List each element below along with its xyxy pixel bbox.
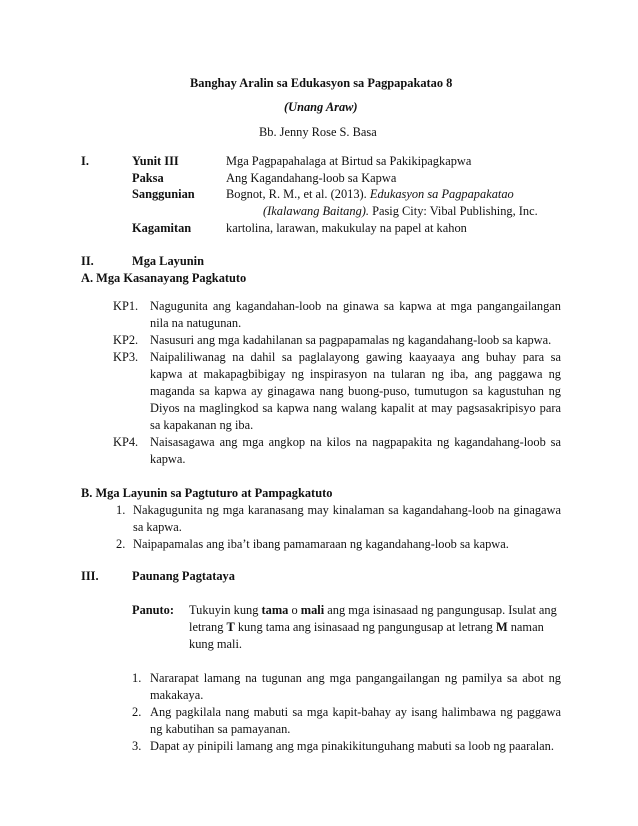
- item-2-line-1: Ang pagkilala nang mabuti sa mga kapit-bahay ay isang halimbawa ng paggawa: [150, 705, 561, 719]
- section-1-numeral: I.: [81, 154, 89, 168]
- item-3-line-1: Dapat ay pinipili lamang ang mga pinakikitunguhang mabuti sa loob ng paaralan.: [150, 739, 554, 753]
- sanggunian-value: [226, 186, 514, 202]
- panuto-letter-t: T: [226, 620, 235, 634]
- item-1-line-1: Nararapat lamang na tugunan ang mga pangangailangan ng pamilya sa abot ng: [150, 671, 561, 685]
- kp2-code: KP2.: [113, 333, 139, 347]
- panuto-text: Tukuyin kung: [189, 603, 262, 617]
- kp4-line-2: kapwa.: [150, 452, 186, 466]
- section-3-numeral: III.: [81, 569, 99, 583]
- kp3-line-3: maganda sa kapwa ay ginagawa nang buong-puso, tumutugon sa kagustuhan ng: [150, 384, 561, 398]
- objective-1-num: 1.: [116, 503, 126, 517]
- sanggunian-publisher: Pasig City: Vibal Publishing, Inc.: [369, 204, 538, 218]
- panuto-letter-m: M: [495, 620, 508, 634]
- section-2-title: Mga Layunin: [132, 254, 204, 268]
- kp1-code: KP1.: [113, 299, 139, 313]
- kagamitan-label: Kagamitan: [132, 221, 192, 235]
- objective-1-line-1: Nakagugunita ng mga karanasang may kinalaman sa kagandahang-loob na ginagawa: [133, 503, 561, 517]
- sanggunian-label: Sanggunian: [132, 187, 195, 201]
- section-3-title: Paunang Pagtataya: [132, 569, 235, 583]
- subsection-a-title: A. Mga Kasanayang Pagkatuto: [81, 271, 247, 285]
- kp2-line-1: Nasusuri ang mga kadahilanan sa pagpapamalas ng kagandahang-loob sa kapwa.: [150, 333, 552, 347]
- panuto-text: letrang: [189, 620, 227, 634]
- section-2-numeral: II.: [81, 254, 94, 268]
- panuto-text: ang mga isinasaad ng pangungusap. Isulat ang: [324, 603, 557, 617]
- sanggunian-authors: Bognot, R. M., et al. (2013).: [226, 187, 370, 201]
- item-3-num: 3.: [132, 739, 142, 753]
- kp3-code: KP3.: [113, 350, 139, 364]
- item-2-num: 2.: [132, 705, 142, 719]
- kp3-line-2: kapwa at makapagbibigay ng inspirasyon na tularan ng iba, ang paggawa ng: [150, 367, 561, 381]
- panuto-tama: tama: [261, 603, 289, 617]
- item-1-num: 1.: [132, 671, 142, 685]
- objective-1-line-2: sa kapwa.: [133, 520, 182, 534]
- day-label: (Unang Araw): [284, 100, 358, 114]
- sanggunian-value-cont: [263, 203, 538, 219]
- panuto-mali: mali: [300, 603, 325, 617]
- panuto-text: kung tama ang isinasaad ng pangungusap at letrang: [234, 620, 496, 634]
- kp3-line-1: Naipaliliwanag na dahil sa paglalayong gawing kaayaaya ang buhay para sa: [150, 350, 561, 364]
- panuto-label: Panuto:: [132, 603, 174, 617]
- objective-2-line-1: Naipapamalas ang iba’t ibang pamamaraan ng kagandahang-loob sa kapwa.: [133, 537, 509, 551]
- panuto-line-3: kung mali.: [189, 637, 242, 651]
- yunit-value: Mga Pagpapahalaga at Birtud sa Pakikipagkapwa: [226, 154, 472, 168]
- panuto-text: o: [288, 603, 301, 617]
- kp1-line-2: nila na natugunan.: [150, 316, 242, 330]
- item-2-line-2: ng kabutihan sa pamayanan.: [150, 722, 291, 736]
- document-title: Banghay Aralin sa Edukasyon sa Pagpapakatao 8: [190, 76, 453, 90]
- kp3-line-4: Diyos na maglingkod sa kapwa nang walang kapalit at may pagsasakripisyo para: [150, 401, 561, 415]
- panuto-line-1: [189, 602, 557, 618]
- sanggunian-book-title: Edukasyon sa Pagpapakatao: [369, 187, 514, 201]
- panuto-line-2: [189, 619, 544, 635]
- kp4-line-1: Naisasagawa ang mga angkop na kilos na nagpapakita ng kagandahang-loob sa: [150, 435, 561, 449]
- paksa-value: Ang Kagandahang-loob sa Kapwa: [226, 171, 397, 185]
- kp4-code: KP4.: [113, 435, 139, 449]
- panuto-text: naman: [507, 620, 544, 634]
- paksa-label: Paksa: [132, 171, 164, 185]
- kagamitan-value: kartolina, larawan, makukulay na papel at kahon: [226, 221, 467, 235]
- subsection-b-title: B. Mga Layunin sa Pagtuturo at Pampagkatuto: [81, 486, 333, 500]
- teacher-name: Bb. Jenny Rose S. Basa: [259, 125, 377, 139]
- sanggunian-edition: (Ikalawang Baitang).: [263, 204, 369, 218]
- objective-2-num: 2.: [116, 537, 126, 551]
- item-1-line-2: makakaya.: [150, 688, 204, 702]
- kp1-line-1: Nagugunita ang kagandahan-loob na ginawa sa kapwa at mga pangangailangan: [150, 299, 561, 313]
- kp3-line-5: sa kapakanan ng iba.: [150, 418, 254, 432]
- yunit-label: Yunit III: [132, 154, 179, 168]
